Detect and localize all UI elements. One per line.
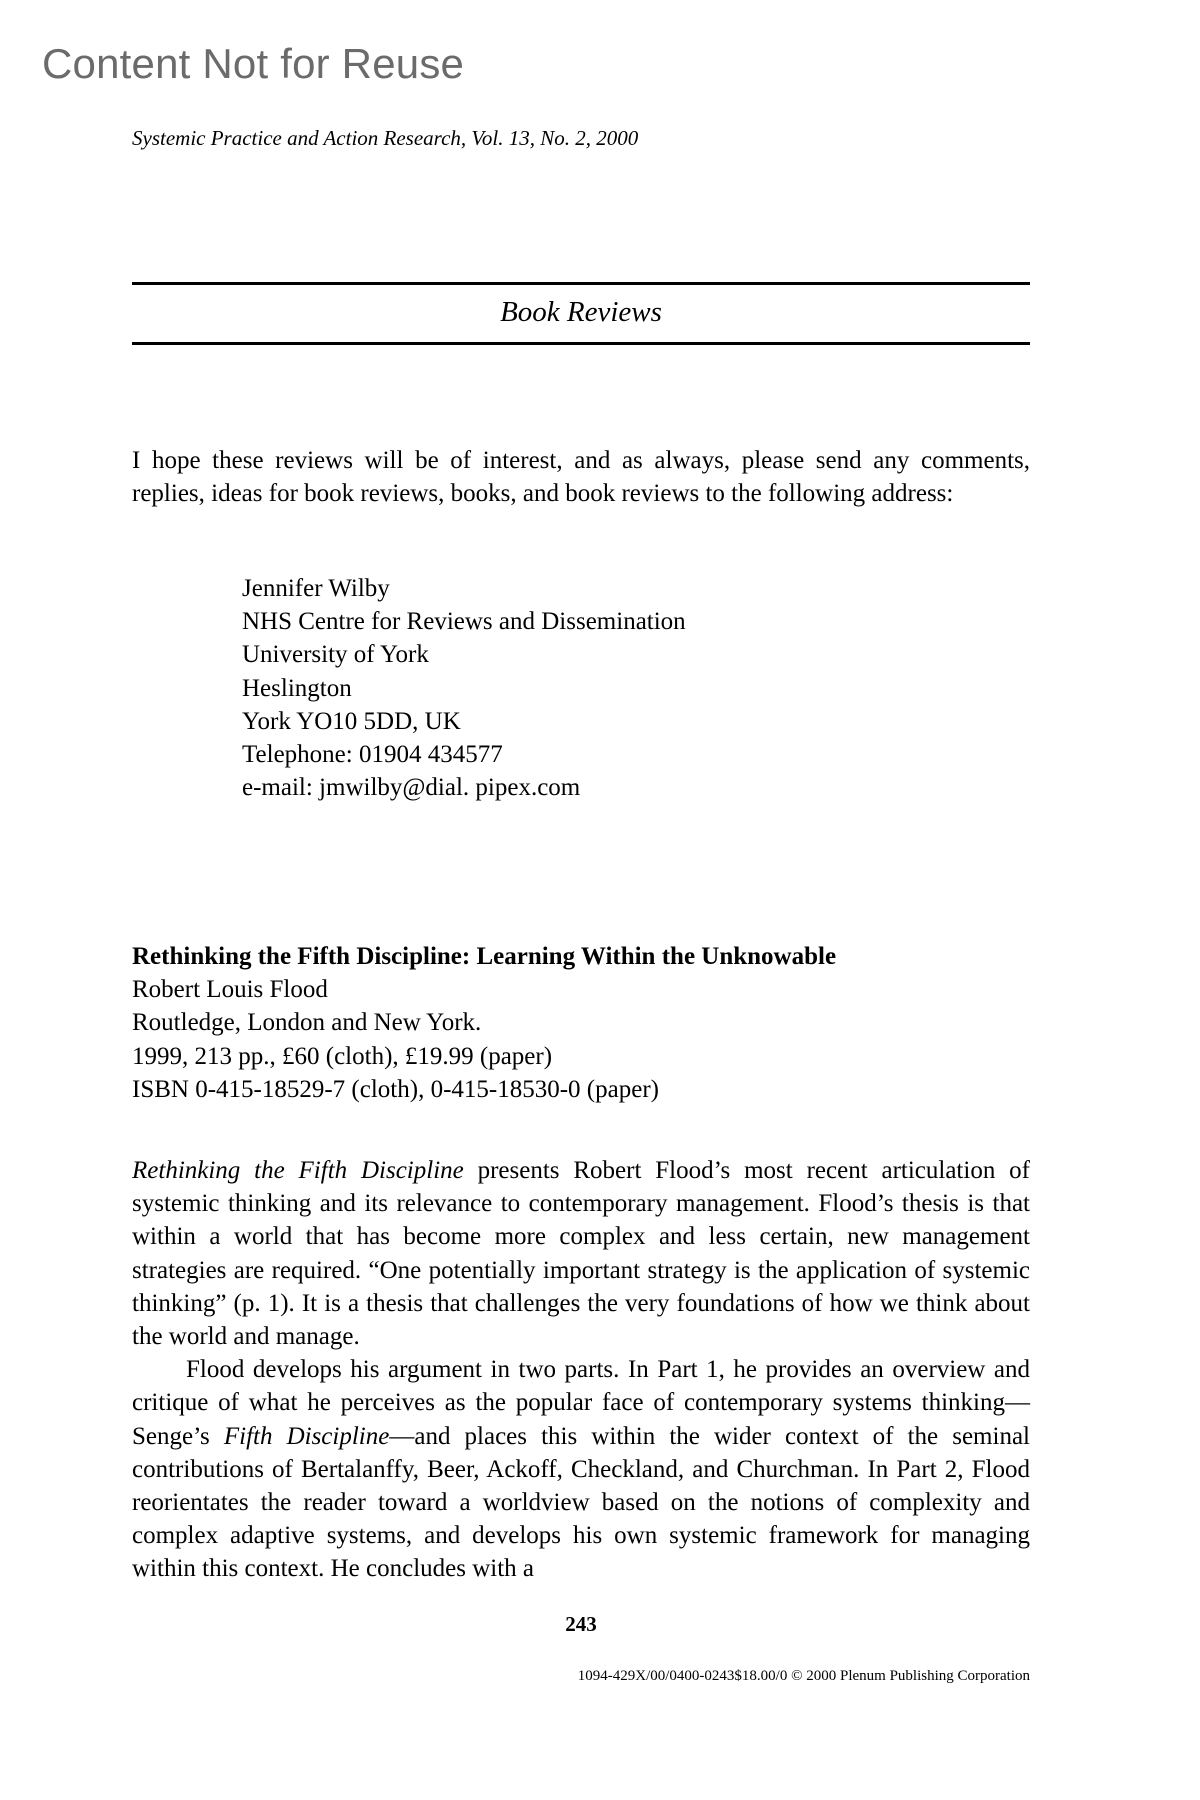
review-book-title-italic: Rethinking the Fifth Discipline	[132, 1157, 464, 1184]
header-rule-bottom	[132, 342, 1030, 345]
page-number: 243	[565, 1612, 597, 1636]
address-line-city: York YO10 5DD, UK	[242, 707, 461, 735]
journal-citation: Systemic Practice and Action Research, Vol. 13, No. 2, 2000	[132, 126, 639, 150]
book-citation	[132, 940, 836, 1106]
header-rule-top	[132, 282, 1030, 285]
intro-paragraph: I hope these reviews will be of interest, and as always, please send any comments, replies, ideas for book reviews, books, and book reviews to the following address:	[132, 447, 1030, 508]
book-details: 1999, 213 pp., £60 (cloth), £19.99 (paper)	[132, 1042, 553, 1070]
address-line-email: e-mail: jmwilby@dial. pipex.com	[242, 774, 581, 802]
address-line-university: University of York	[242, 641, 429, 669]
review-paragraph-2-italic: Fifth Discipline	[223, 1422, 390, 1450]
section-title: Book Reviews	[500, 296, 662, 328]
address-line-organization: NHS Centre for Reviews and Dissemination	[242, 608, 686, 636]
book-author: Robert Louis Flood	[132, 976, 328, 1004]
review-body	[132, 1154, 1030, 1586]
review-paragraph-2	[132, 1353, 1030, 1585]
review-paragraph-2-text-b: —and places this within the wider context of the seminal contributions of Bertalanffy, Beer, Ackoff, Checkland, and Churchman. In Part 2, Flood reorientates the reader toward a worldview based on the notions of complexity and complex adaptive systems, and develops his own systemic framework for managing within this context. He concludes with a	[132, 1422, 1030, 1583]
review-paragraph-1	[132, 1154, 1030, 1353]
review-paragraph-2-text-a: Flood develops his argument in two parts. In Part 1, he provides an overview and critique of what he perceives as the popular face of contemporary systems thinking—Senge’s	[132, 1356, 1030, 1450]
address-line-name: Jennifer Wilby	[242, 575, 390, 602]
address-block	[242, 572, 686, 804]
watermark-text: Content Not for Reuse	[42, 40, 465, 87]
book-isbn: ISBN 0-415-18529-7 (cloth), 0-415-18530-0 (paper)	[132, 1075, 659, 1103]
review-paragraph-1-text: presents Robert Flood’s most recent articulation of systemic thinking and its relevance to contemporary management. Flood’s thesis is that within a world that has become more complex and less certain, new management strategies are required. “One potentially important strategy is the application of systemic thinking” (p. 1). It is a thesis that challenges the very foundations of how we think about the world and manage.	[132, 1157, 1030, 1351]
address-line-locality: Heslington	[242, 674, 352, 702]
book-publisher: Routledge, London and New York.	[132, 1009, 482, 1037]
book-title: Rethinking the Fifth Discipline: Learning Within the Unknowable	[132, 943, 837, 970]
address-line-telephone: Telephone: 01904 434577	[242, 741, 503, 769]
copyright-line: 1094-429X/00/0400-0243$18.00/0 © 2000 Plenum Publishing Corporation	[577, 1668, 1030, 1684]
